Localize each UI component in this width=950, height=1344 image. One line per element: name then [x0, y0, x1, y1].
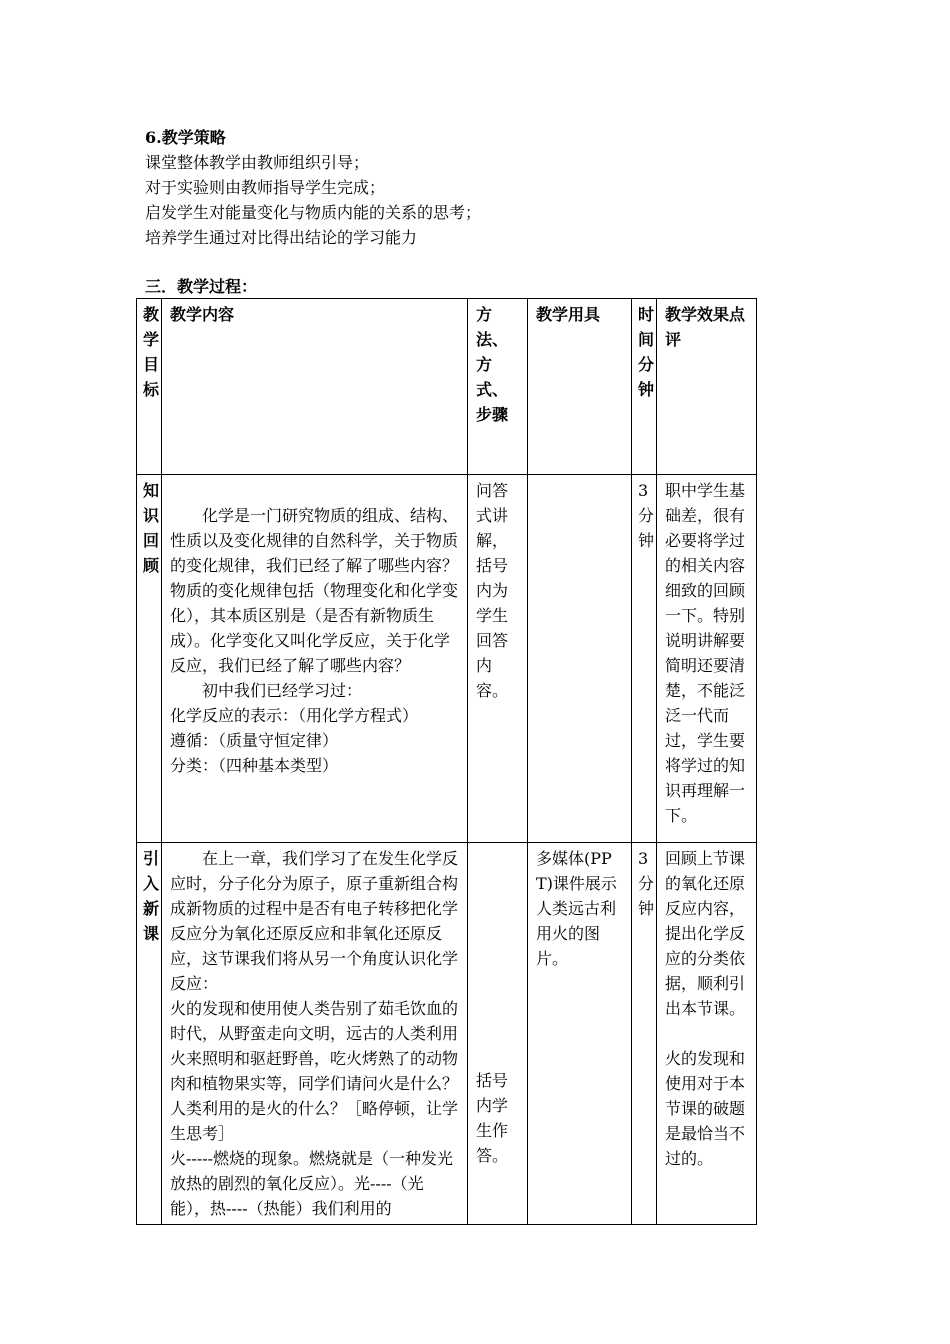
content-paragraph: 分类：（四种基本类型）: [170, 756, 339, 775]
header-comment: 教学效果点评: [657, 299, 757, 475]
table-row: [137, 475, 757, 843]
row-time: 3分钟: [632, 843, 657, 1225]
teaching-process-table: [136, 298, 757, 1225]
header-time: 时间分钟: [632, 299, 657, 475]
row-content: [162, 475, 468, 843]
content-paragraph: 火-----燃烧的现象。燃烧就是（一种发光放热的剧烈的氧化反应）。光----（光能），热----（热能）我们利用的: [170, 1149, 454, 1218]
content-paragraph: 火的发现和使用使人类告别了茹毛饮血的时代，从野蛮走向文明，远古的人类利用火来照明和驱赶野兽，吃火烤熟了的动物肉和植物果实等，同学们请问火是什么？人类利用的是火的什么？［略停顿，让学生思考］: [170, 999, 459, 1143]
strategy-heading: 6.教学策略: [145, 128, 226, 147]
teaching-strategy-section: [145, 125, 481, 250]
row-comment: 职中学生基础差，很有必要将学过的相关内容细致的回顾一下。特别说明讲解要简明还要清楚，不能泛泛一代而过，学生要将学过的知识再理解一下。: [657, 475, 757, 843]
method-text: 括号内学生作答。: [476, 1071, 509, 1165]
content-paragraph: 物质的变化规律包括（物理变化和化学变化），其本质区别是（是否有新物质生成）。化学变化又叫化学反应，关于化学反应，我们已经了解了哪些内容？: [170, 581, 459, 675]
content-paragraph: 在上一章，我们学习了在发生化学反应时，分子化分为原子，原子重新组合构成新物质的过程中是否有电子转移把化学反应分为氧化还原反应和非氧化还原反应，这节课我们将从另一个角度认识化学反应：: [170, 849, 459, 993]
comment-paragraph: 回顾上节课的氧化还原反应内容，提出化学反应的分类依据，顺利引出本节课。: [665, 849, 746, 1018]
row-goal: 知识回顾: [137, 475, 162, 843]
content-paragraph: 化学反应的表示：（用化学方程式）: [170, 706, 419, 725]
content-paragraph: 遵循：（质量守恒定律）: [170, 731, 339, 750]
row-content: [162, 843, 468, 1225]
row-tools: 多媒体(PPT)课件展示人类远古利用火的图片。: [528, 843, 632, 1225]
row-time: 3分钟: [632, 475, 657, 843]
row-goal: 引入新课: [137, 843, 162, 1225]
content-paragraph: 初中我们已经学习过：: [202, 681, 363, 700]
row-method: 问答式讲解，括号内为学生回答内容。: [468, 475, 528, 843]
process-title: 三．教学过程：: [145, 277, 258, 296]
header-method: 方法、方式、步骤: [468, 299, 528, 475]
comment-paragraph: 火的发现和使用对于本节课的破题是最恰当不过的。: [665, 1049, 746, 1168]
header-row: [137, 299, 757, 475]
content-paragraph: 化学是一门研究物质的组成、结构、性质以及变化规律的自然科学，关于物质的变化规律，我们已经了解了哪些内容？: [170, 506, 459, 575]
row-tools: [528, 475, 632, 843]
row-method: [468, 843, 528, 1225]
header-goal: 教学目标: [137, 299, 162, 475]
strategy-line: 课堂整体教学由教师组织引导；: [145, 153, 370, 172]
strategy-line: 培养学生通过对比得出结论的学习能力: [145, 228, 418, 247]
strategy-line: 启发学生对能量变化与物质内能的关系的思考；: [145, 203, 482, 222]
header-tools: 教学用具: [528, 299, 632, 475]
strategy-line: 对于实验则由教师指导学生完成；: [145, 178, 386, 197]
table-row: [137, 843, 757, 1225]
header-content: 教学内容: [162, 299, 468, 475]
row-comment: [657, 843, 757, 1225]
